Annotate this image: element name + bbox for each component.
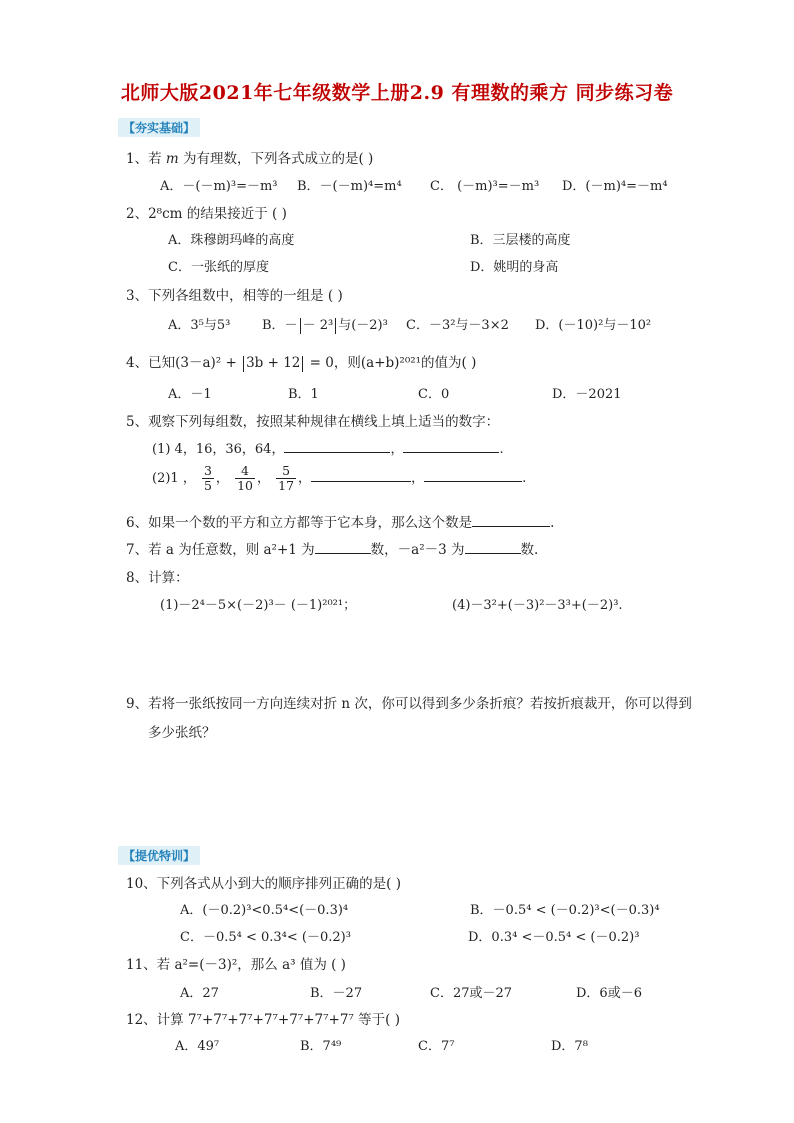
question-10-option-b: B．－0.5⁴ < (－0.2)³<(－0.3)⁴ <box>470 903 660 918</box>
question-10-option-c: C．－0.5⁴ < 0.3⁴< (－0.2)³ <box>180 930 351 945</box>
question-1-stem <box>126 147 373 167</box>
abs-bar-right <box>302 356 303 372</box>
abs-bar-left <box>300 318 301 334</box>
question-1-var: m <box>165 151 179 167</box>
question-3-stem: 3、下列各组数中，相等的一组是 ( ) <box>126 288 343 304</box>
separator: ， <box>390 442 404 457</box>
denominator: 5 <box>203 478 212 493</box>
question-11-option-b: B．－27 <box>310 986 363 1001</box>
abs-bar-right <box>335 318 336 334</box>
denominator: 17 <box>278 478 295 493</box>
section-advanced-label: 【提优特训】 <box>118 846 200 865</box>
answer-blank[interactable] <box>465 541 521 554</box>
question-4-option-b: B．1 <box>288 387 319 402</box>
question-12-option-b: B．7⁴⁹ <box>300 1039 342 1054</box>
question-10-option-d: D．0.3⁴ <－0.5⁴ < (－0.2)³ <box>468 930 640 945</box>
question-6 <box>126 511 554 531</box>
question-5-row-2-text: (2)1 ， <box>152 471 196 486</box>
question-4-pre: 4、已知 <box>126 355 176 371</box>
question-7-mid: 数，－a²－3 为 <box>370 542 465 558</box>
question-7-end: 数. <box>520 542 539 558</box>
question-1-option-c: C． (－m)³=－m³ <box>430 179 540 194</box>
question-9-line-2: 多少张纸？ <box>148 725 216 741</box>
question-1-stem-b: 为有理数，下列各式成立的是( ) <box>178 151 374 167</box>
question-2-option-d: D．姚明的身高 <box>470 260 559 275</box>
question-1-stem-a: 1、若 <box>126 151 166 167</box>
question-12-stem: 12、计算 7⁷+7⁷+7⁷+7⁷+7⁷+7⁷+7⁷ 等于( ) <box>126 1012 400 1028</box>
question-12-option-d: D．7⁸ <box>551 1039 588 1054</box>
page-title: 北师大版2021年七年级数学上册2.9 有理数的乘方 同步练习卷 <box>120 82 674 104</box>
question-10-option-a: A．(－0.2)³<0.5⁴<(－0.3)⁴ <box>180 903 349 918</box>
question-3-option-b-post: 与(－2)³ <box>338 318 388 333</box>
answer-blank[interactable] <box>472 514 550 527</box>
answer-blank[interactable] <box>403 440 499 453</box>
question-3-option-a: A．3⁵与5³ <box>168 318 231 333</box>
question-5-row-1 <box>152 438 504 457</box>
question-6-stem: 6、如果一个数的平方和立方都等于它本身，那么这个数是 <box>126 515 473 531</box>
answer-blank[interactable] <box>315 541 371 554</box>
question-11-option-d: D．6或－6 <box>576 986 642 1001</box>
answer-blank[interactable] <box>424 469 522 482</box>
numerator: 3 <box>203 463 212 478</box>
question-1-option-a: A．－(－m)³=－m³ <box>160 179 278 194</box>
question-2-option-b: B．三层楼的高度 <box>470 233 571 248</box>
separator: ， <box>256 471 270 486</box>
fraction <box>202 464 214 493</box>
question-3-option-b-mid: － 2³ <box>302 318 334 333</box>
question-12-option-a: A．49⁷ <box>175 1039 220 1054</box>
question-7-pre: 7、若 a 为任意数，则 a²+1 为 <box>126 542 315 558</box>
question-3-option-b-pre: B．－ <box>262 318 298 333</box>
question-9-line-1: 9、若将一张纸按同一方向连续对折 n 次，你可以得到多少条折痕？若按折痕裁开，你可以得到 <box>126 696 692 712</box>
question-7 <box>126 538 538 558</box>
question-11-stem: 11、若 a²=(－3)²，那么 a³ 值为 ( ) <box>126 957 346 973</box>
question-12-option-c: C．7⁷ <box>418 1039 455 1054</box>
fraction <box>276 464 296 493</box>
question-8-part-1: (1)－2⁴－5×(－2)³－ (－1)²⁰²¹； <box>160 598 357 613</box>
question-2-stem: 2、2⁸cm 的结果接近于 ( ) <box>126 206 287 222</box>
question-1-option-d: D．(－m)⁴=－m⁴ <box>562 179 668 194</box>
question-4-stem <box>126 351 476 372</box>
question-11-option-a: A．27 <box>180 986 219 1001</box>
question-4-option-a: A．－1 <box>168 387 212 402</box>
question-4-post: ，则(a+b)²⁰²¹的值为( ) <box>333 355 477 371</box>
question-10-stem: 10、下列各式从小到大的顺序排列正确的是( ) <box>126 876 402 892</box>
question-4-option-c: C．0 <box>418 387 450 402</box>
question-2-option-c: C．一张纸的厚度 <box>168 260 269 275</box>
denominator: 10 <box>237 478 253 493</box>
question-5-stem: 5、观察下列每组数，按照某种规律在横线上填上适当的数字： <box>126 414 500 430</box>
separator: ， <box>215 471 229 486</box>
separator: ， <box>298 471 312 486</box>
question-3-option-b <box>262 314 388 334</box>
question-8-part-4: (4)－3²+(－3)²－3³+(－2)³. <box>452 598 623 613</box>
question-8-stem: 8、计算： <box>126 570 189 586</box>
period: . <box>550 515 555 531</box>
abs-bar-left <box>243 356 244 372</box>
question-3-option-c: C．－3²与－3×2 <box>406 318 509 333</box>
period: . <box>522 471 527 486</box>
numerator: 4 <box>235 464 255 479</box>
question-5-row-2 <box>152 464 526 493</box>
separator: ， <box>411 471 425 486</box>
answer-blank[interactable] <box>284 440 390 453</box>
section-basic-label: 【夯实基础】 <box>118 118 200 137</box>
answer-blank[interactable] <box>311 469 411 482</box>
question-3-option-d: D．(－10)²与－10² <box>535 318 652 333</box>
question-4-expr3: = 0 <box>305 355 334 371</box>
numerator: 5 <box>276 464 296 479</box>
fraction <box>235 464 255 493</box>
question-4-expr2: 3b + 12 <box>246 355 301 371</box>
question-4-option-d: D．－2021 <box>552 387 622 402</box>
question-11-option-c: C．27或－27 <box>430 986 513 1001</box>
question-1-option-b: B．－(－m)⁴=m⁴ <box>297 179 402 194</box>
question-2-option-a: A．珠穆朗玛峰的高度 <box>168 233 295 248</box>
question-4-expr1: (3－a)² + <box>175 355 242 371</box>
period: . <box>499 442 504 457</box>
question-5-row-1-text: (1) 4，16，36，64， <box>152 442 285 457</box>
